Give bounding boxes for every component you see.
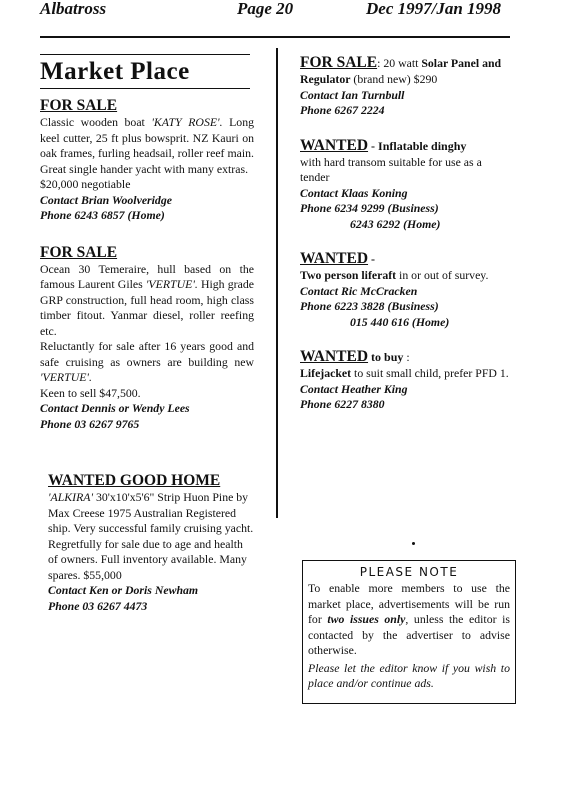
ad-lifejacket: WANTED to buy : Lifejacket to suit small child, prefer PFD 1. Contact Heather King Phone 6227 8380 — [300, 348, 509, 411]
ad-heading: WANTED — [300, 348, 369, 365]
boat-name: 'VERTUE'. — [40, 370, 92, 384]
stray-dot — [412, 542, 415, 545]
ad-contact: Contact Brian Woolveridge — [40, 192, 172, 207]
ad-inflatable-dinghy — [300, 137, 510, 233]
ad-price: Keen to sell $47,500. — [40, 385, 141, 400]
ad-phone: Phone 03 6267 4473 — [48, 598, 148, 613]
ad-body: Lifejacket to suit small child, prefer PFD 1. — [300, 366, 509, 380]
ad-contact: Contact Dennis or Wendy Lees — [40, 401, 190, 415]
ad-body: Ocean 30 Temeraire, hull based on the famous Laurent Giles 'VERTUE'. High grade GRP construction, full head room, high class timber fitout. Yanmar diesel, roller reefing etc. — [40, 261, 254, 338]
boat-name: 'ALKIRA' — [48, 490, 94, 504]
ad-phone-home: 015 440 616 (Home) — [350, 314, 450, 329]
ad-alkira — [40, 472, 254, 614]
ad-body: 'ALKIRA' 30'x10'x5'6" Strip Huon Pine by Max Creese 1975 Australian Registered ship. Very successful family cruising yacht. Regretfully for sale due to age and health of owners. Full inventory available. Many spares. $55,000 — [48, 490, 254, 582]
ad-body: with hard transom suitable for use as a tender — [300, 154, 482, 184]
ad-contact: Contact Klaas Koning — [300, 185, 408, 200]
ad-contact: Contact Ken or Doris Newham — [48, 583, 199, 597]
ad-heading: WANTED — [300, 250, 369, 267]
note-closing: Please let the editor know if you wish to place and/or continue ads. — [308, 660, 510, 690]
magazine-name: Albatross — [40, 0, 107, 18]
ad-katy-rose — [40, 97, 254, 224]
ad-phone-home: 6243 6292 (Home) — [350, 216, 441, 231]
ad-body: Classic wooden boat 'KATY ROSE'. Long keel cutter, 25 ft plus bowsprit. NZ Kauri on oak frames, furling headsail, roller reef main. Great single hander yacht with many extras. — [40, 115, 254, 176]
ad-heading: WANTED GOOD HOME — [48, 472, 221, 489]
ad-phone: Phone 6243 6857 (Home) — [40, 208, 165, 222]
ad-price: $20,000 negotiable — [40, 177, 131, 191]
ad-contact: Contact Heather King — [300, 381, 408, 396]
ad-subheading: - Inflatable dinghy — [368, 138, 467, 153]
ad-liferaft: WANTED - Two person liferaft in or out of survey. Contact Ric McCracken Phone 6223 3828 (Business) 015 440 616 (Home) — [300, 250, 510, 330]
note-title: PLEASE NOTE — [359, 565, 459, 579]
ad-body-2: Reluctantly for sale after 16 years good and safe cruising as owners are building new 'VERTUE'. — [40, 339, 254, 384]
page-number: Page 20 — [237, 0, 294, 18]
ad-phone: Phone 6234 9299 (Business) — [300, 201, 439, 215]
ad-phone: Phone 6223 3828 (Business) — [300, 299, 439, 313]
ad-phone: Phone 6267 2224 — [300, 103, 385, 117]
boat-name: 'KATY ROSE'. — [151, 115, 223, 129]
left-column — [40, 54, 254, 614]
title-rule-top — [40, 54, 250, 55]
title-rule-bottom — [40, 88, 250, 89]
ad-body: FOR SALE: 20 watt Solar Panel and Regulator (brand new) $290 — [300, 54, 502, 86]
ad-contact: Contact Ian Turnbull — [300, 87, 405, 102]
page-header — [0, 0, 564, 24]
ad-heading: FOR SALE — [40, 243, 118, 261]
boat-name: 'VERTUE'. — [145, 277, 198, 291]
ad-ocean-30 — [40, 244, 254, 433]
ad-phone: Phone 03 6267 9765 — [40, 416, 140, 431]
ad-contact: Contact Ric McCracken — [300, 283, 418, 298]
please-note-box — [302, 560, 516, 704]
page-title: Market Place — [40, 58, 190, 85]
note-emphasis: two issues only — [327, 612, 406, 626]
issue-date: Dec 1997/Jan 1998 — [366, 0, 502, 18]
right-column — [300, 54, 510, 413]
ad-heading: FOR SALE — [40, 97, 118, 114]
ad-heading: FOR SALE — [300, 54, 378, 71]
note-body: To enable more members to use the market place, advertisements will be run for two issues only, unless the editor is contacted by the advertiser to advise otherwise. — [308, 581, 510, 657]
ad-heading: WANTED — [300, 136, 369, 154]
ad-body: Two person liferaft in or out of survey. — [300, 268, 489, 282]
header-rule — [40, 36, 510, 38]
column-divider — [276, 48, 278, 518]
ad-solar-panel — [300, 54, 510, 119]
ad-phone: Phone 6227 8380 — [300, 397, 385, 411]
